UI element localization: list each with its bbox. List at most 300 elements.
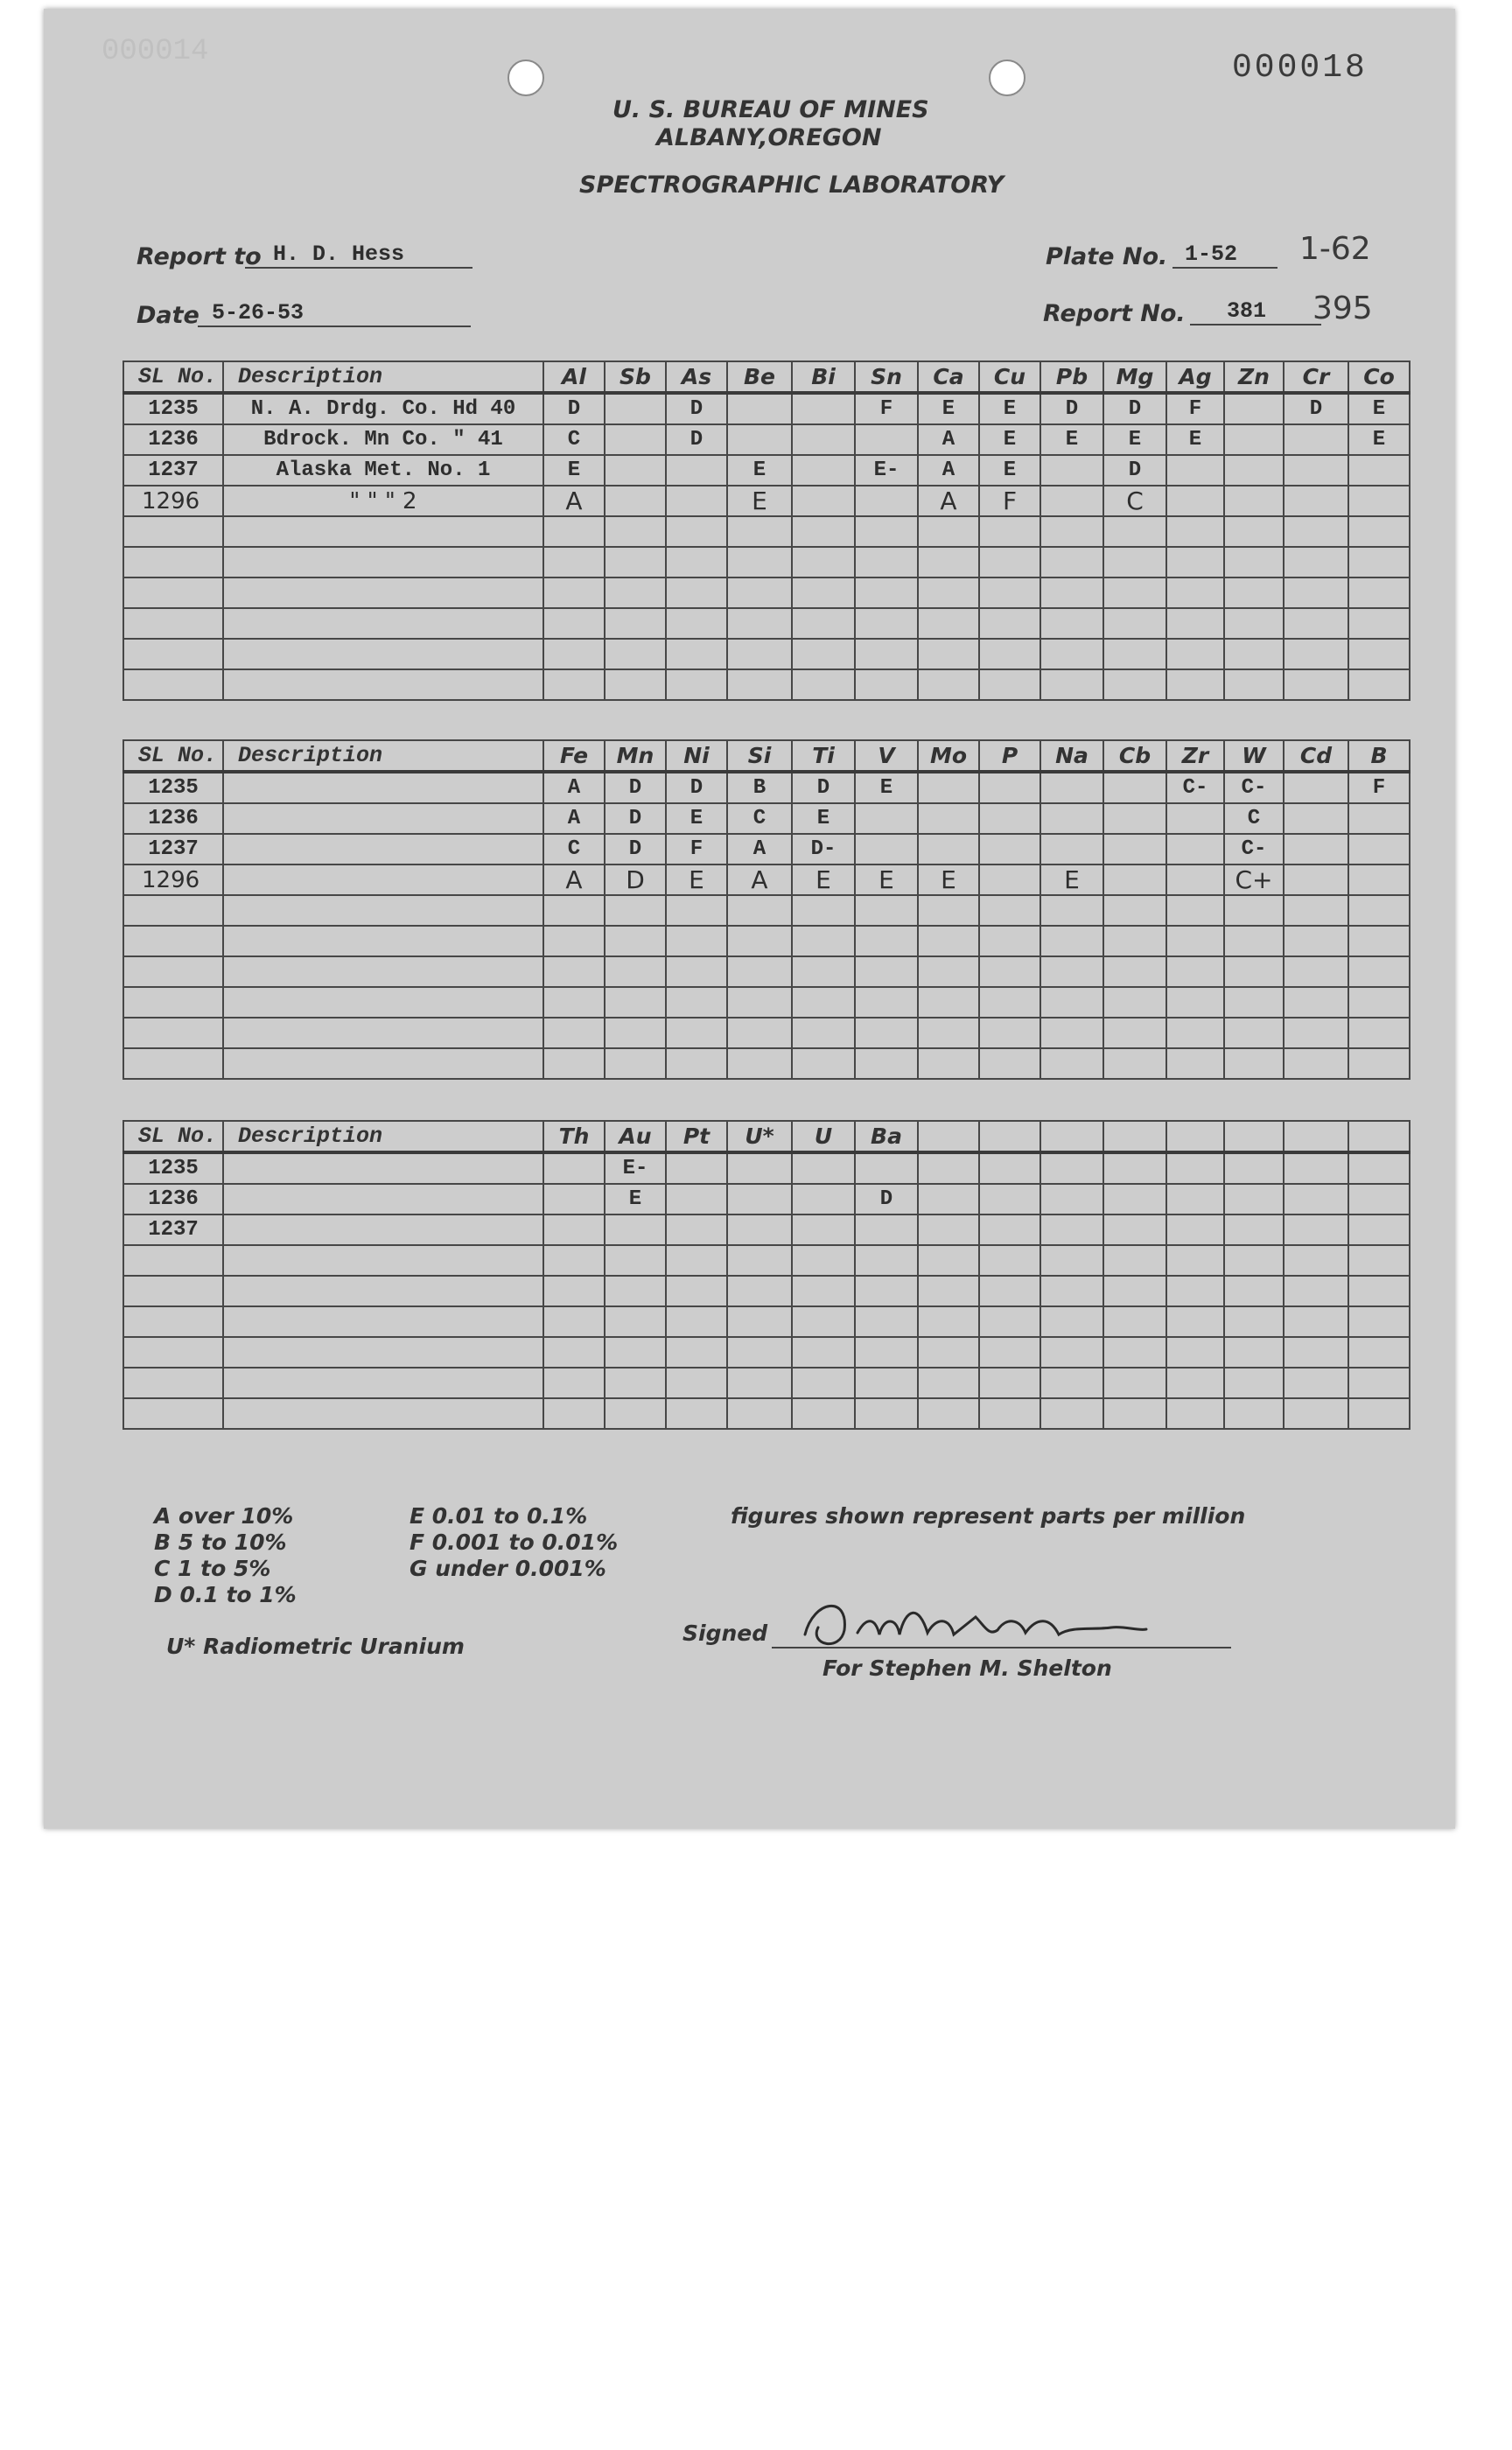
element-grade	[727, 424, 792, 455]
element-grade	[855, 1337, 918, 1368]
element-grade: D	[605, 803, 666, 834]
element-grade	[727, 578, 792, 608]
element-grade	[1348, 864, 1410, 895]
element-grade	[979, 1276, 1040, 1306]
legend-d: D 0.1 to 1%	[154, 1582, 297, 1607]
element-grade	[792, 455, 855, 486]
sl-number: 1236	[123, 424, 223, 455]
element-grade: F	[979, 486, 1040, 516]
sample-description	[223, 895, 543, 926]
element-grade	[1224, 547, 1284, 578]
element-grade: E	[979, 424, 1040, 455]
element-grade	[1166, 987, 1224, 1018]
element-grade	[1103, 516, 1166, 547]
element-grade: E	[855, 772, 918, 803]
element-grade	[1103, 772, 1166, 803]
legend-b: B 5 to 10%	[154, 1530, 287, 1555]
element-grade	[666, 1276, 727, 1306]
element-grade	[1103, 803, 1166, 834]
element-grade	[1103, 1018, 1166, 1048]
element-grade	[979, 1048, 1040, 1079]
element-grade	[1224, 956, 1284, 987]
element-grade	[1284, 547, 1348, 578]
element-grade: A	[918, 455, 979, 486]
element-grade	[792, 547, 855, 578]
element-grade	[543, 1018, 605, 1048]
element-grade	[1166, 1337, 1224, 1368]
element-grade	[1166, 1184, 1224, 1214]
element-grade	[727, 639, 792, 669]
element-grade	[1348, 639, 1410, 669]
empty-row	[123, 1245, 1410, 1276]
element-grade	[605, 547, 666, 578]
sample-description	[223, 516, 543, 547]
element-grade: D	[1040, 393, 1103, 424]
element-grade	[666, 639, 727, 669]
element-grade: E	[1348, 393, 1410, 424]
element-grade	[543, 1368, 605, 1398]
element-grade: E	[727, 455, 792, 486]
element-grade	[1284, 1337, 1348, 1368]
element-grade	[979, 864, 1040, 895]
element-grade	[1040, 639, 1103, 669]
element-grade	[979, 926, 1040, 956]
element-grade	[1348, 608, 1410, 639]
element-grade	[918, 578, 979, 608]
plate-typed: 1-52	[1172, 242, 1278, 269]
element-grade	[979, 834, 1040, 864]
sample-description: N. A. Drdg. Co. Hd 40	[223, 393, 543, 424]
element-grade: D	[1103, 455, 1166, 486]
element-grade	[855, 1368, 918, 1398]
element-grade	[1103, 639, 1166, 669]
element-grade	[1166, 926, 1224, 956]
element-grade	[1284, 956, 1348, 987]
sample-description	[223, 669, 543, 700]
element-grade	[1224, 1306, 1284, 1337]
element-grade	[1348, 1368, 1410, 1398]
element-grade: F	[855, 393, 918, 424]
col-header-element: Mo	[918, 740, 979, 772]
sample-description	[223, 1368, 543, 1398]
element-grade	[918, 1214, 979, 1245]
element-grade	[1166, 1306, 1224, 1337]
element-grade	[855, 639, 918, 669]
sl-number	[123, 1276, 223, 1306]
document-number: 000018	[1232, 49, 1368, 87]
element-grade	[855, 516, 918, 547]
element-grade	[1166, 1048, 1224, 1079]
sample-description: " " " 2	[223, 486, 543, 516]
report-no-typed: 381	[1190, 298, 1321, 326]
element-grade: A	[727, 834, 792, 864]
element-grade	[1224, 1214, 1284, 1245]
element-grade	[792, 1398, 855, 1429]
sample-description: Bdrock. Mn Co. " 41	[223, 424, 543, 455]
sample-row	[123, 424, 1410, 455]
col-header-element	[1284, 1121, 1348, 1152]
sl-number: 1235	[123, 1152, 223, 1184]
sample-row	[123, 455, 1410, 486]
element-grade	[543, 1306, 605, 1337]
sl-number	[123, 639, 223, 669]
element-grade	[605, 578, 666, 608]
sample-description	[223, 608, 543, 639]
element-grade	[1103, 608, 1166, 639]
element-grade	[792, 639, 855, 669]
element-grade	[605, 516, 666, 547]
element-grade: E	[1040, 864, 1103, 895]
element-grade	[1284, 1306, 1348, 1337]
element-grade	[1103, 1368, 1166, 1398]
element-grade	[543, 547, 605, 578]
element-grade: A	[543, 486, 605, 516]
element-grade	[1103, 669, 1166, 700]
col-header-element: Fe	[543, 740, 605, 772]
element-grade	[1284, 516, 1348, 547]
empty-row	[123, 1306, 1410, 1337]
element-grade	[979, 1184, 1040, 1214]
sl-number	[123, 1337, 223, 1368]
col-header-element	[1103, 1121, 1166, 1152]
element-grade	[1103, 1276, 1166, 1306]
element-grade	[1348, 926, 1410, 956]
element-grade: B	[727, 772, 792, 803]
element-grade: D	[666, 424, 727, 455]
element-grade	[1103, 1184, 1166, 1214]
element-grade	[918, 895, 979, 926]
empty-row	[123, 987, 1410, 1018]
element-grade	[1166, 455, 1224, 486]
element-grade	[1040, 1368, 1103, 1398]
element-grade	[1103, 1152, 1166, 1184]
element-grade	[1224, 895, 1284, 926]
element-grade: E	[1040, 424, 1103, 455]
empty-row	[123, 578, 1410, 608]
element-grade	[666, 1048, 727, 1079]
element-grade	[1166, 1368, 1224, 1398]
element-grade	[918, 1245, 979, 1276]
element-grade	[979, 669, 1040, 700]
sl-number	[123, 1398, 223, 1429]
element-grade	[1103, 926, 1166, 956]
element-grade	[1284, 1018, 1348, 1048]
element-grade: F	[666, 834, 727, 864]
element-grade	[605, 455, 666, 486]
element-grade	[979, 956, 1040, 987]
col-header-sl-no: SL No.	[123, 1121, 223, 1152]
element-grade: C-	[1224, 834, 1284, 864]
element-grade: A	[727, 864, 792, 895]
element-grade	[979, 639, 1040, 669]
element-grade	[1040, 608, 1103, 639]
element-grade: C	[1103, 486, 1166, 516]
element-grade	[792, 926, 855, 956]
element-grade: E	[666, 803, 727, 834]
element-grade	[918, 1184, 979, 1214]
element-grade	[918, 834, 979, 864]
sl-number: 1296	[123, 486, 223, 516]
element-grade: E	[855, 864, 918, 895]
sl-number	[123, 1306, 223, 1337]
element-grade	[666, 1018, 727, 1048]
element-grade	[918, 1276, 979, 1306]
element-grade	[666, 516, 727, 547]
element-grade	[543, 669, 605, 700]
col-header-description: Description	[223, 740, 543, 772]
sl-number	[123, 578, 223, 608]
sl-number: 1235	[123, 772, 223, 803]
element-grade	[855, 669, 918, 700]
element-grade	[1224, 1368, 1284, 1398]
sample-description	[223, 926, 543, 956]
element-grade: C	[543, 834, 605, 864]
element-grade	[1284, 486, 1348, 516]
element-grade	[1103, 834, 1166, 864]
element-grade	[1040, 455, 1103, 486]
element-grade	[1224, 393, 1284, 424]
element-grade	[605, 1276, 666, 1306]
element-grade	[855, 1048, 918, 1079]
element-grade	[1040, 1276, 1103, 1306]
col-header-element: P	[979, 740, 1040, 772]
header-row	[123, 361, 1410, 393]
element-grade	[1224, 486, 1284, 516]
element-grade	[543, 639, 605, 669]
element-grade	[1348, 987, 1410, 1018]
col-header-element: Cr	[1284, 361, 1348, 393]
element-grade	[1040, 772, 1103, 803]
element-grade	[1166, 1398, 1224, 1429]
element-grade	[666, 1368, 727, 1398]
element-grade	[855, 926, 918, 956]
element-grade	[727, 926, 792, 956]
element-grade: C	[1224, 803, 1284, 834]
element-grade	[979, 1368, 1040, 1398]
element-grade	[1103, 578, 1166, 608]
element-grade	[1103, 864, 1166, 895]
element-grade	[1284, 1048, 1348, 1079]
element-grade: E	[1166, 424, 1224, 455]
element-grade	[1166, 486, 1224, 516]
element-grade	[855, 834, 918, 864]
element-grade	[855, 1214, 918, 1245]
element-grade	[918, 1337, 979, 1368]
element-grade	[1040, 516, 1103, 547]
agency-location: ALBANY,OREGON	[656, 124, 882, 151]
element-grade	[979, 1214, 1040, 1245]
element-grade	[727, 1337, 792, 1368]
col-header-sl-no: SL No.	[123, 361, 223, 393]
sample-description	[223, 1152, 543, 1184]
element-grade	[1224, 1398, 1284, 1429]
element-grade	[1166, 864, 1224, 895]
empty-row	[123, 895, 1410, 926]
col-header-element: Pt	[666, 1121, 727, 1152]
element-grade: C-	[1166, 772, 1224, 803]
element-grade	[1224, 1337, 1284, 1368]
element-grade	[855, 1245, 918, 1276]
col-header-element: Si	[727, 740, 792, 772]
element-grade	[1284, 864, 1348, 895]
element-grade	[855, 424, 918, 455]
element-grade	[666, 895, 727, 926]
plate-label: Plate No.	[1046, 243, 1168, 270]
report-no-handwritten: 395	[1312, 290, 1373, 326]
element-grade	[1348, 1337, 1410, 1368]
element-grade	[979, 803, 1040, 834]
legend-scale-e-g	[410, 1503, 618, 1582]
legend-f: F 0.001 to 0.01%	[410, 1530, 619, 1555]
sl-number: 1235	[123, 393, 223, 424]
col-header-element	[1040, 1121, 1103, 1152]
element-grade	[1284, 424, 1348, 455]
element-grade	[855, 987, 918, 1018]
element-grade	[666, 608, 727, 639]
element-grade	[792, 486, 855, 516]
element-grade: C-	[1224, 772, 1284, 803]
element-grade	[918, 772, 979, 803]
element-grade	[727, 1214, 792, 1245]
element-grade	[727, 1368, 792, 1398]
element-grade: A	[543, 803, 605, 834]
punch-hole-right	[989, 60, 1026, 96]
results-table-2	[122, 739, 1410, 1080]
plate-handwritten: 1-62	[1299, 231, 1371, 267]
element-grade	[666, 956, 727, 987]
element-grade	[918, 547, 979, 578]
element-grade: D	[605, 864, 666, 895]
sl-number	[123, 1048, 223, 1079]
element-grade: E	[918, 864, 979, 895]
element-grade: E	[1348, 424, 1410, 455]
element-grade	[543, 1337, 605, 1368]
element-grade	[543, 578, 605, 608]
empty-row	[123, 1398, 1410, 1429]
col-header-element	[979, 1121, 1040, 1152]
date-value: 5-26-53	[198, 300, 471, 327]
col-header-element: Sn	[855, 361, 918, 393]
element-grade	[666, 1245, 727, 1276]
element-grade: C	[727, 803, 792, 834]
element-grade	[1040, 956, 1103, 987]
element-grade	[792, 956, 855, 987]
legend-g: G under 0.001%	[410, 1556, 606, 1581]
empty-row	[123, 1368, 1410, 1398]
element-grade	[605, 669, 666, 700]
element-grade	[792, 393, 855, 424]
element-grade: F	[1348, 772, 1410, 803]
element-grade	[1040, 578, 1103, 608]
sample-description	[223, 1276, 543, 1306]
signed-label: Signed	[682, 1620, 768, 1646]
col-header-element: Au	[605, 1121, 666, 1152]
sample-description	[223, 772, 543, 803]
element-grade	[1224, 669, 1284, 700]
legend-scale-a-d	[154, 1503, 297, 1608]
element-grade	[918, 1048, 979, 1079]
col-header-element: Zr	[1166, 740, 1224, 772]
element-grade	[605, 424, 666, 455]
element-grade	[666, 578, 727, 608]
agency-title: U. S. BUREAU OF MINES	[612, 96, 929, 123]
element-grade	[1166, 578, 1224, 608]
sl-number	[123, 956, 223, 987]
element-grade: E	[727, 486, 792, 516]
element-grade	[1348, 1018, 1410, 1048]
sample-description	[223, 956, 543, 987]
col-header-element: Ni	[666, 740, 727, 772]
element-grade	[855, 1152, 918, 1184]
element-grade	[1348, 1276, 1410, 1306]
element-grade	[1103, 547, 1166, 578]
element-grade	[1224, 1184, 1284, 1214]
empty-row	[123, 1337, 1410, 1368]
element-grade	[979, 547, 1040, 578]
element-grade	[1224, 455, 1284, 486]
col-header-element: Co	[1348, 361, 1410, 393]
element-grade	[918, 669, 979, 700]
element-grade	[918, 987, 979, 1018]
element-grade: E	[1103, 424, 1166, 455]
element-grade	[855, 1398, 918, 1429]
element-grade	[1040, 987, 1103, 1018]
empty-row	[123, 608, 1410, 639]
element-grade	[1166, 1276, 1224, 1306]
element-grade	[727, 1306, 792, 1337]
element-grade: D	[666, 772, 727, 803]
col-header-element: Bi	[792, 361, 855, 393]
element-grade	[605, 608, 666, 639]
sample-description	[223, 1306, 543, 1337]
element-grade	[1040, 1152, 1103, 1184]
element-grade	[1040, 1214, 1103, 1245]
element-grade	[855, 608, 918, 639]
empty-row	[123, 926, 1410, 956]
element-grade	[979, 1245, 1040, 1276]
col-header-sl-no: SL No.	[123, 740, 223, 772]
element-grade	[1224, 1018, 1284, 1048]
legend-e: E 0.01 to 0.1%	[410, 1503, 588, 1529]
element-grade	[543, 1184, 605, 1214]
element-grade	[792, 516, 855, 547]
element-grade: E	[918, 393, 979, 424]
sample-description	[223, 1184, 543, 1214]
element-grade	[1284, 1214, 1348, 1245]
col-header-element: Be	[727, 361, 792, 393]
element-grade	[918, 926, 979, 956]
element-grade	[792, 1018, 855, 1048]
element-grade	[1040, 803, 1103, 834]
sl-number	[123, 1245, 223, 1276]
element-grade	[918, 608, 979, 639]
sample-description	[223, 1018, 543, 1048]
element-grade: D	[543, 393, 605, 424]
col-header-element: Cu	[979, 361, 1040, 393]
element-grade	[543, 895, 605, 926]
element-grade	[1166, 956, 1224, 987]
element-grade	[727, 669, 792, 700]
element-grade	[666, 486, 727, 516]
element-grade	[979, 1306, 1040, 1337]
col-header-element: Al	[543, 361, 605, 393]
element-grade: E	[979, 455, 1040, 486]
element-grade	[1224, 424, 1284, 455]
element-grade	[1040, 1337, 1103, 1368]
element-grade	[1103, 1306, 1166, 1337]
element-grade	[543, 1245, 605, 1276]
element-grade	[979, 608, 1040, 639]
